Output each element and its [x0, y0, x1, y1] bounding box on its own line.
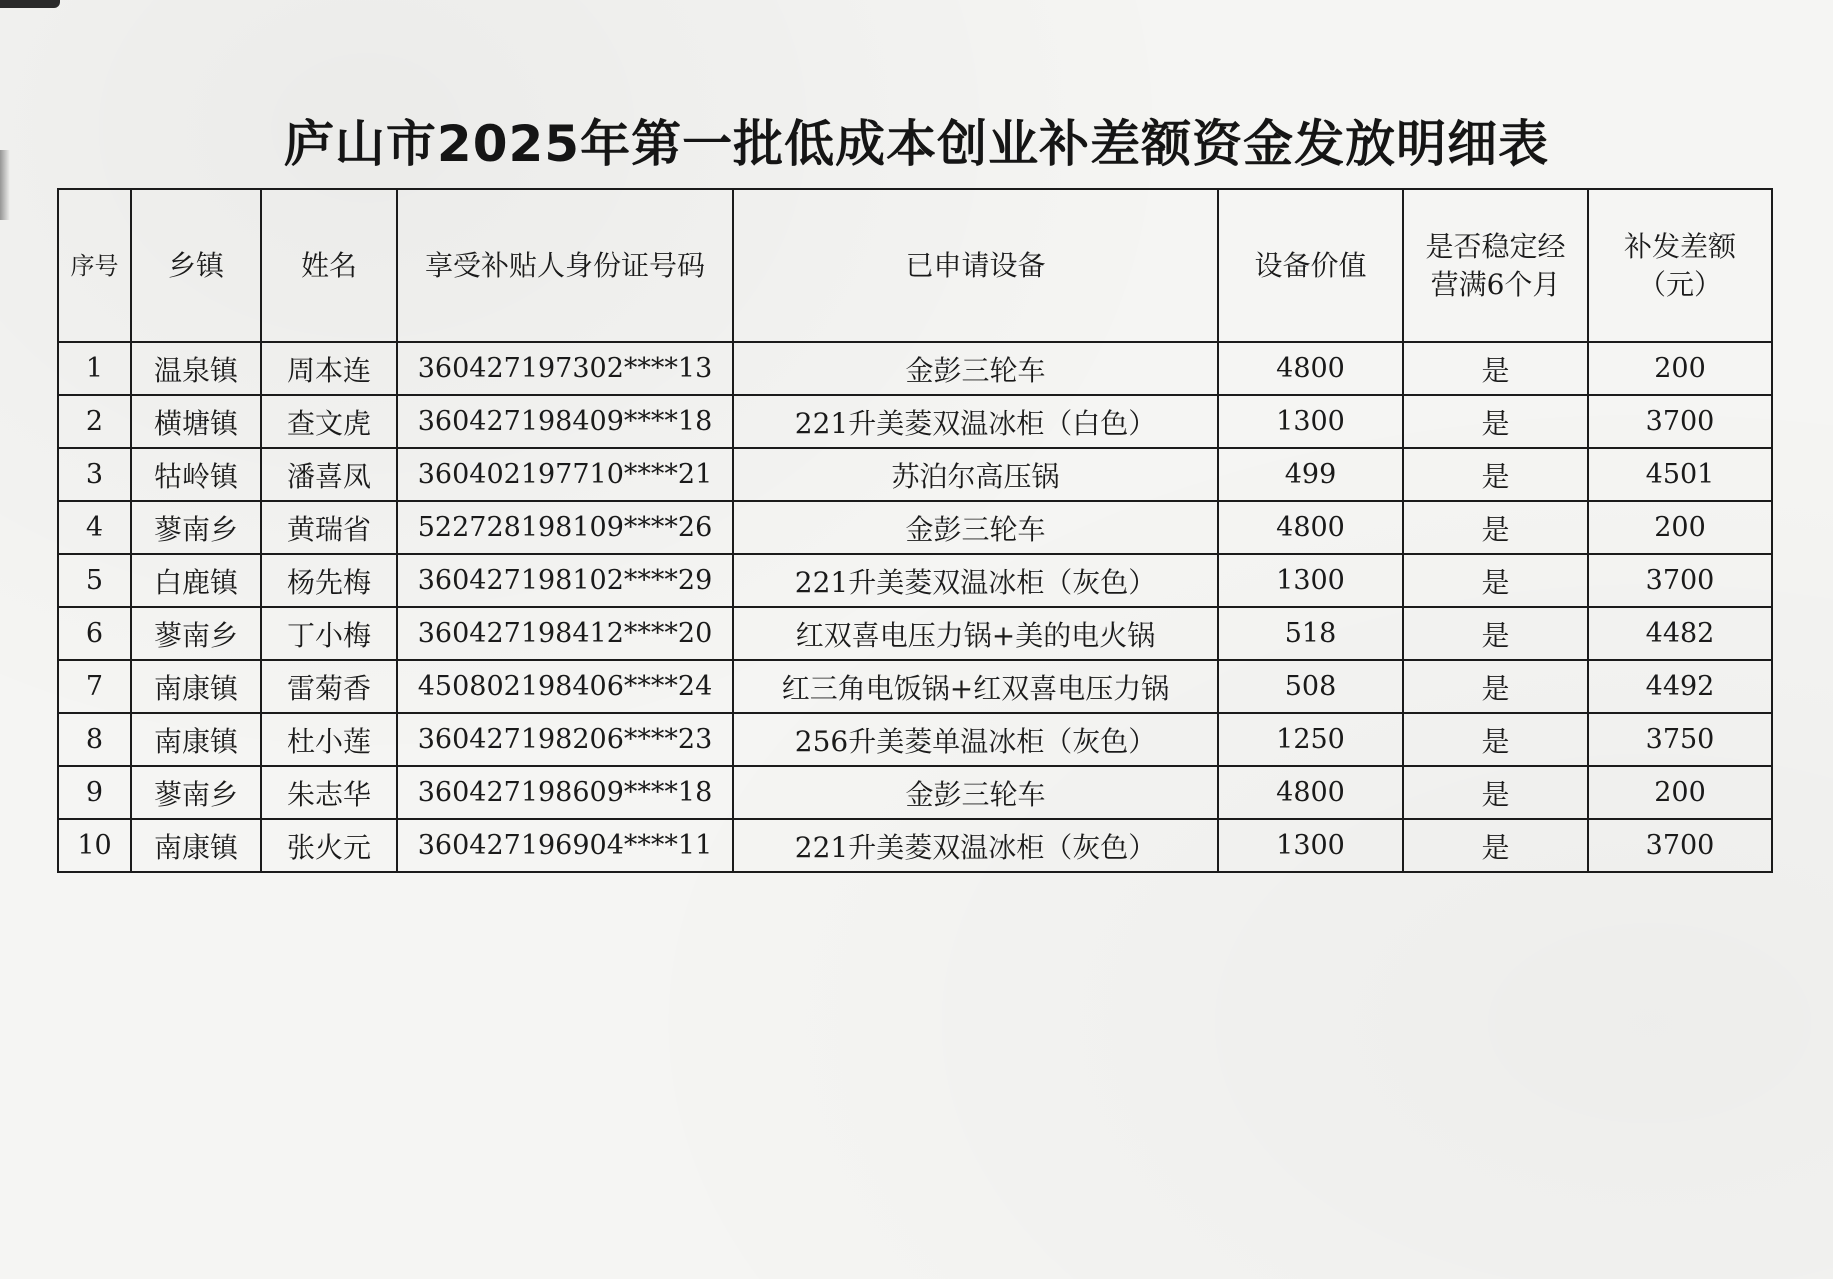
cell-subsidy: 3700 — [1588, 554, 1772, 607]
cell-index: 7 — [58, 660, 131, 713]
header-equipment: 已申请设备 — [733, 189, 1218, 342]
header-name: 姓名 — [261, 189, 397, 342]
cell-subsidy: 3700 — [1588, 395, 1772, 448]
table-row — [58, 607, 1772, 660]
cell-index: 2 — [58, 395, 131, 448]
table-row — [58, 766, 1772, 819]
cell-name: 周本连 — [261, 342, 397, 395]
cell-equipment-value: 4800 — [1218, 342, 1403, 395]
cell-name: 黄瑞省 — [261, 501, 397, 554]
cell-town: 牯岭镇 — [131, 448, 261, 501]
cell-equipment: 221升美菱双温冰柜（灰色） — [733, 819, 1218, 872]
cell-equipment-value: 1300 — [1218, 819, 1403, 872]
cell-stable: 是 — [1403, 448, 1588, 501]
cell-town: 南康镇 — [131, 660, 261, 713]
cell-stable: 是 — [1403, 819, 1588, 872]
header-index: 序号 — [58, 189, 131, 342]
table-row — [58, 554, 1772, 607]
header-id-number: 享受补贴人身份证号码 — [397, 189, 733, 342]
header-subsidy-line2: （元） — [1637, 267, 1722, 301]
cell-id-number: 360427196904****11 — [397, 819, 733, 872]
cell-name: 查文虎 — [261, 395, 397, 448]
table-row — [58, 501, 1772, 554]
table-row — [58, 395, 1772, 448]
cell-equipment-value: 508 — [1218, 660, 1403, 713]
table-row — [58, 819, 1772, 872]
cell-equipment-value: 1300 — [1218, 554, 1403, 607]
cell-id-number: 360427198409****18 — [397, 395, 733, 448]
cell-index: 8 — [58, 713, 131, 766]
cell-index: 3 — [58, 448, 131, 501]
cell-name: 潘喜凤 — [261, 448, 397, 501]
cell-stable: 是 — [1403, 713, 1588, 766]
cell-subsidy: 3700 — [1588, 819, 1772, 872]
cell-index: 9 — [58, 766, 131, 819]
header-subsidy — [1588, 189, 1772, 342]
cell-equipment-value: 1300 — [1218, 395, 1403, 448]
cell-stable: 是 — [1403, 342, 1588, 395]
cell-town: 蓼南乡 — [131, 501, 261, 554]
cell-name: 朱志华 — [261, 766, 397, 819]
document-title: 庐山市2025年第一批低成本创业补差额资金发放明细表 — [283, 115, 1550, 173]
cell-town: 蓼南乡 — [131, 766, 261, 819]
cell-equipment: 金彭三轮车 — [733, 501, 1218, 554]
cell-id-number: 360427197302****13 — [397, 342, 733, 395]
cell-equipment: 金彭三轮车 — [733, 342, 1218, 395]
cell-subsidy: 200 — [1588, 766, 1772, 819]
cell-index: 4 — [58, 501, 131, 554]
cell-subsidy: 4492 — [1588, 660, 1772, 713]
header-subsidy-line1: 补发差额 — [1623, 229, 1736, 263]
cell-stable: 是 — [1403, 766, 1588, 819]
cell-equipment: 256升美菱单温冰柜（灰色） — [733, 713, 1218, 766]
cell-index: 6 — [58, 607, 131, 660]
table-row — [58, 713, 1772, 766]
cell-name: 杜小莲 — [261, 713, 397, 766]
cell-equipment-value: 1250 — [1218, 713, 1403, 766]
cell-town: 温泉镇 — [131, 342, 261, 395]
cell-id-number: 360427198609****18 — [397, 766, 733, 819]
cell-equipment-value: 4800 — [1218, 766, 1403, 819]
cell-equipment-value: 499 — [1218, 448, 1403, 501]
table-row — [58, 448, 1772, 501]
cell-name: 丁小梅 — [261, 607, 397, 660]
cell-equipment: 金彭三轮车 — [733, 766, 1218, 819]
cell-id-number: 360427198102****29 — [397, 554, 733, 607]
cell-equipment-value: 518 — [1218, 607, 1403, 660]
cell-equipment: 221升美菱双温冰柜（白色） — [733, 395, 1218, 448]
cell-town: 白鹿镇 — [131, 554, 261, 607]
cell-name: 张火元 — [261, 819, 397, 872]
cell-id-number: 360402197710****21 — [397, 448, 733, 501]
header-town: 乡镇 — [131, 189, 261, 342]
cell-id-number: 360427198206****23 — [397, 713, 733, 766]
table-row — [58, 342, 1772, 395]
cell-subsidy: 4482 — [1588, 607, 1772, 660]
cell-town: 横塘镇 — [131, 395, 261, 448]
cell-stable: 是 — [1403, 395, 1588, 448]
cell-subsidy: 4501 — [1588, 448, 1772, 501]
header-row — [58, 189, 1772, 342]
cell-subsidy: 200 — [1588, 342, 1772, 395]
cell-subsidy: 3750 — [1588, 713, 1772, 766]
cell-stable: 是 — [1403, 554, 1588, 607]
cell-town: 南康镇 — [131, 819, 261, 872]
cell-index: 1 — [58, 342, 131, 395]
cell-stable: 是 — [1403, 660, 1588, 713]
scan-corner-shadow — [0, 0, 60, 8]
cell-name: 雷菊香 — [261, 660, 397, 713]
header-stable — [1403, 189, 1588, 342]
cell-subsidy: 200 — [1588, 501, 1772, 554]
cell-equipment: 红双喜电压力锅+美的电火锅 — [733, 607, 1218, 660]
cell-town: 南康镇 — [131, 713, 261, 766]
cell-index: 10 — [58, 819, 131, 872]
header-equipment-value: 设备价值 — [1218, 189, 1403, 342]
cell-id-number: 360427198412****20 — [397, 607, 733, 660]
cell-equipment-value: 4800 — [1218, 501, 1403, 554]
cell-stable: 是 — [1403, 607, 1588, 660]
subsidy-detail-table — [57, 188, 1773, 873]
header-stable-line2: 营满6个月 — [1430, 267, 1561, 301]
cell-id-number: 522728198109****26 — [397, 501, 733, 554]
cell-name: 杨先梅 — [261, 554, 397, 607]
cell-id-number: 450802198406****24 — [397, 660, 733, 713]
table-row — [58, 660, 1772, 713]
cell-equipment: 红三角电饭锅+红双喜电压力锅 — [733, 660, 1218, 713]
header-stable-line1: 是否稳定经 — [1425, 229, 1566, 263]
cell-town: 蓼南乡 — [131, 607, 261, 660]
cell-equipment: 221升美菱双温冰柜（灰色） — [733, 554, 1218, 607]
cell-stable: 是 — [1403, 501, 1588, 554]
cell-index: 5 — [58, 554, 131, 607]
cell-equipment: 苏泊尔高压锅 — [733, 448, 1218, 501]
